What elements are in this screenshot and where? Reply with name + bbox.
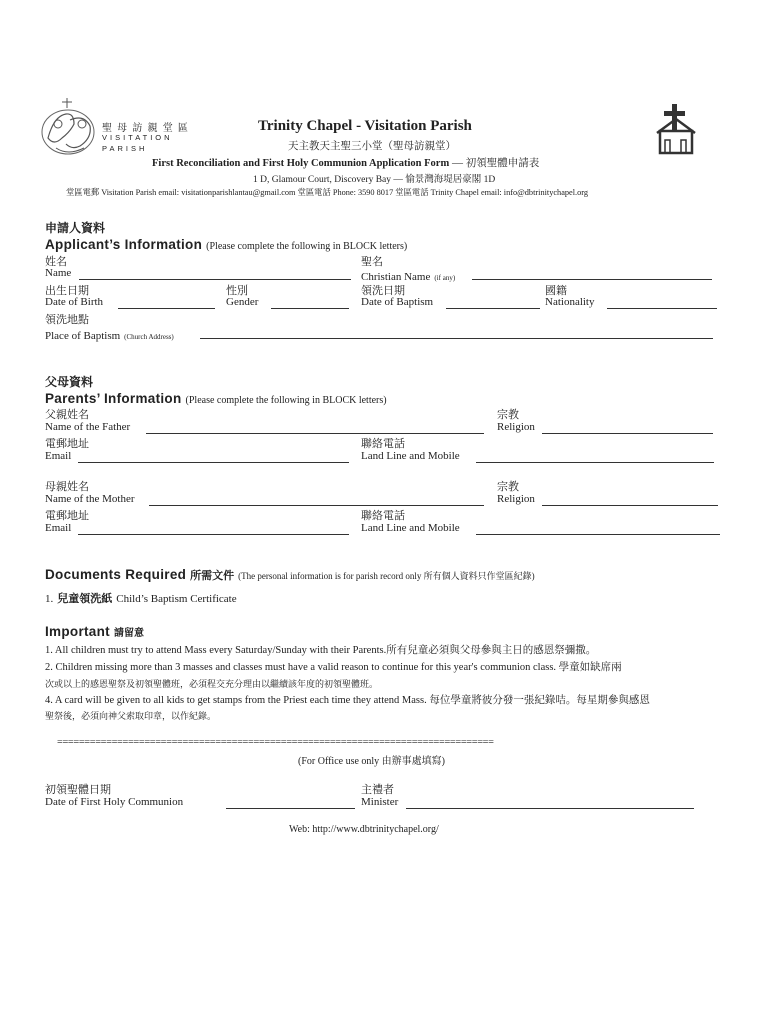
- form-title-separator: —: [449, 157, 466, 169]
- first-communion-date-field[interactable]: [226, 799, 355, 809]
- baptism-date-field[interactable]: [446, 299, 540, 309]
- baptism-place-label: [45, 326, 174, 344]
- baptism-place-field[interactable]: [200, 329, 713, 339]
- applicant-heading-chinese: 申請人資料: [45, 221, 106, 235]
- mother-email-label-chinese: 電郵地址: [45, 509, 89, 522]
- father-email-field[interactable]: [78, 453, 349, 463]
- father-phone-label-chinese: 聯絡電話: [361, 437, 405, 450]
- office-divider: ================================================================================: [57, 737, 494, 748]
- parish-address: 1 D, Glamour Court, Discovery Bay — 愉景灣海堤居豪閣 1D: [253, 175, 496, 185]
- father-phone-label: Land Line and Mobile: [361, 450, 460, 462]
- christian-name-field[interactable]: [472, 270, 712, 280]
- important-item-1: 1. All children must try to attend Mass every Saturday/Sunday with their Parents.所有兒童必須與父母參與主日的感恩祭彌撒。: [45, 645, 597, 656]
- important-heading-chinese: 請留意: [113, 628, 144, 639]
- important-item-4-line-1: 4. A card will be given to all kids to get stamps from the Priest each time they attend Mass. 每位學童將彼分發一張紀錄咭。每星期參與感恩: [45, 695, 650, 706]
- mother-religion-label: Religion: [497, 493, 535, 505]
- father-religion-field[interactable]: [542, 424, 713, 434]
- baptism-date-label: Date of Baptism: [361, 296, 434, 308]
- office-use-note: (For Office use only 由辦事處填寫): [298, 756, 446, 767]
- father-name-label-chinese: 父親姓名: [45, 408, 89, 421]
- applicant-note: (Please complete the following in BLOCK letters): [206, 241, 408, 252]
- website-link[interactable]: Web: http://www.dbtrinitychapel.org/: [289, 824, 439, 835]
- father-email-label: Email: [45, 450, 72, 462]
- applicant-heading: [45, 236, 407, 254]
- mother-religion-label-chinese: 宗教: [497, 480, 519, 493]
- important-item-2-line-1: 2. Children missing more than 3 masses and classes must have a valid reason to continue for this year's communion class. 學童如缺席兩: [45, 662, 622, 673]
- dob-label-chinese: 出生日期: [45, 284, 89, 297]
- logo-english-line1: VISITATION: [102, 133, 173, 142]
- mother-name-label: Name of the Mother: [45, 493, 135, 505]
- baptism-date-label-chinese: 領洗日期: [361, 284, 405, 297]
- logo-chinese-name: 聖 母 訪 親 堂 區: [102, 123, 189, 134]
- gender-label: Gender: [226, 296, 259, 308]
- nationality-field[interactable]: [607, 299, 717, 309]
- mother-name-field[interactable]: [149, 496, 484, 506]
- name-label-chinese: 姓名: [45, 255, 67, 268]
- documents-heading-chinese: 所需文件: [190, 569, 235, 582]
- documents-heading: [45, 566, 535, 584]
- dob-field[interactable]: [118, 299, 215, 309]
- christian-name-note: (if any): [434, 274, 456, 282]
- page-title-chinese: 天主教天主聖三小堂（聖母訪親堂）: [288, 140, 456, 152]
- first-communion-date-label-chinese: 初領聖體日期: [45, 783, 111, 796]
- minister-label: Minister: [361, 796, 399, 808]
- form-title-english: First Reconciliation and First Holy Communion Application Form: [152, 158, 450, 169]
- parents-heading-english: Parents’ Information: [45, 391, 182, 406]
- form-title: [152, 153, 539, 171]
- mary-elizabeth-logo-icon: [40, 98, 100, 160]
- father-religion-label: Religion: [497, 421, 535, 433]
- gender-field[interactable]: [271, 299, 349, 309]
- parents-heading: [45, 390, 387, 408]
- documents-item-1-english: Child’s Baptism Certificate: [116, 593, 237, 605]
- name-field[interactable]: [79, 270, 351, 280]
- form-title-chinese: 初領聖體申請表: [465, 157, 540, 169]
- mother-phone-label-chinese: 聯絡電話: [361, 509, 405, 522]
- important-heading: [45, 623, 144, 641]
- parents-note: (Please complete the following in BLOCK letters): [185, 395, 387, 406]
- documents-item-1: [45, 589, 237, 607]
- mother-email-field[interactable]: [78, 525, 349, 535]
- baptism-place-note: (Church Address): [124, 333, 174, 341]
- parish-logo: [40, 98, 100, 160]
- first-communion-date-label: Date of First Holy Communion: [45, 796, 184, 808]
- name-label: Name: [45, 267, 72, 279]
- documents-note: (The personal information is for parish record only 所有個人資料只作堂區紀錄): [238, 571, 535, 581]
- mother-name-label-chinese: 母親姓名: [45, 480, 89, 493]
- documents-item-1-number: 1.: [45, 593, 54, 605]
- mother-phone-label: Land Line and Mobile: [361, 522, 460, 534]
- chapel-logo: [655, 103, 697, 155]
- nationality-label: Nationality: [545, 296, 595, 308]
- father-name-field[interactable]: [146, 424, 484, 434]
- important-item-4-line-2: 聖祭後，必須向神父索取印章，以作紀錄。: [45, 712, 217, 722]
- important-item-2-line-2: 次或以上的感恩聖祭及初領聖體班，必須程交充分理由以繼續該年度的初領聖體班。: [45, 680, 379, 690]
- mother-religion-field[interactable]: [542, 496, 718, 506]
- baptism-place-label-chinese: 領洗地點: [45, 313, 89, 326]
- minister-field[interactable]: [406, 799, 694, 809]
- father-name-label: Name of the Father: [45, 421, 131, 433]
- christian-name-label-text: Christian Name: [361, 271, 431, 283]
- father-phone-field[interactable]: [476, 453, 714, 463]
- important-heading-english: Important: [45, 624, 110, 639]
- minister-label-chinese: 主禮者: [361, 783, 394, 796]
- documents-item-1-chinese: 兒童領洗紙: [57, 592, 113, 605]
- page-title: Trinity Chapel - Visitation Parish: [258, 118, 472, 134]
- applicant-heading-english: Applicant’s Information: [45, 237, 203, 252]
- dob-label: Date of Birth: [45, 296, 104, 308]
- documents-heading-english: Documents Required: [45, 567, 187, 582]
- parish-contact: 堂區電郵 Visitation Parish email: visitationparishlantau@gmail.com 堂區電話 Phone: 3590 8017 堂區電話 Trinity Chapel email: info@dbtrinitychapel.org: [66, 188, 588, 197]
- mother-email-label: Email: [45, 522, 72, 534]
- mother-phone-field[interactable]: [476, 525, 720, 535]
- parents-heading-chinese: 父母資料: [45, 375, 94, 389]
- gender-label-chinese: 性別: [226, 284, 248, 297]
- baptism-place-label-text: Place of Baptism: [45, 330, 121, 342]
- chapel-cross-icon: [655, 103, 697, 155]
- nationality-label-chinese: 國籍: [545, 284, 567, 297]
- christian-name-label-chinese: 聖名: [361, 255, 383, 268]
- father-email-label-chinese: 電郵地址: [45, 437, 89, 450]
- logo-english-line2: PARISH: [102, 144, 148, 153]
- father-religion-label-chinese: 宗教: [497, 408, 519, 421]
